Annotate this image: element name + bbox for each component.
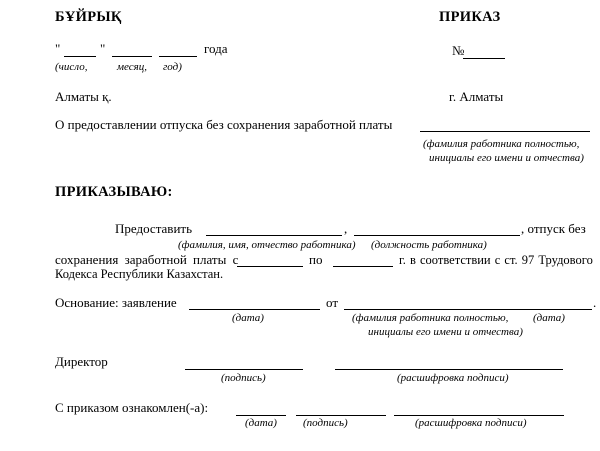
date-day-blank xyxy=(64,44,96,57)
director-signature-blank xyxy=(185,357,303,370)
provide-comma: , xyxy=(344,221,348,236)
director-transcript-blank xyxy=(335,357,563,370)
provide-position-blank xyxy=(354,223,520,236)
body-line2-end: г. в соответствии с ст. 97 Трудового xyxy=(399,253,593,267)
basis-caption-date2: (дата) xyxy=(533,312,565,324)
city-kazakh: Алматы қ. xyxy=(55,89,112,104)
body-line3: Кодекса Республики Казахстан. xyxy=(55,267,224,281)
ack-caption-transcript: (расшифровка подписи) xyxy=(415,417,527,429)
body-line2-po: по xyxy=(309,252,323,267)
acknowledgement-label: С приказом ознакомлен(-а): xyxy=(55,400,209,415)
basis-from-label: от xyxy=(326,295,339,310)
title-russian: ПРИКАЗ xyxy=(439,9,501,25)
title-kazakh: БҰЙРЫҚ xyxy=(55,9,122,25)
ack-transcript-blank xyxy=(394,403,564,416)
subject-caption-line1: (фамилия работника полностью, xyxy=(423,138,580,150)
date-month-blank xyxy=(112,44,152,57)
body-line2-start: сохранения заработной платы с xyxy=(55,252,239,267)
caption-employee-name: (фамилия, имя, отчество работника) xyxy=(178,239,356,251)
leave-start-date-blank xyxy=(237,254,303,267)
date-quote-open: " xyxy=(55,41,61,56)
director-caption-transcript: (расшифровка подписи) xyxy=(397,372,509,384)
director-caption-signature: (подпись) xyxy=(221,372,266,384)
ack-signature-blank xyxy=(296,403,386,416)
order-number-label: № xyxy=(452,43,465,58)
date-caption-month: месяц, xyxy=(117,61,148,73)
date-caption-year: год) xyxy=(163,61,182,73)
director-label: Директор xyxy=(55,354,108,369)
subject-text: О предоставлении отпуска без сохранения заработной платы xyxy=(55,117,393,132)
employee-name-blank xyxy=(420,119,590,132)
provide-name-blank xyxy=(206,223,342,236)
basis-period: . xyxy=(593,295,597,310)
ack-caption-signature: (подпись) xyxy=(303,417,348,429)
basis-label: Основание: заявление xyxy=(55,295,177,310)
date-caption-day: (число, xyxy=(55,61,88,73)
city-russian: г. Алматы xyxy=(449,89,504,104)
basis-caption-date: (дата) xyxy=(232,312,264,324)
ack-caption-date: (дата) xyxy=(245,417,277,429)
application-name-blank xyxy=(344,297,592,310)
date-quote-close: " xyxy=(100,41,106,56)
provide-label: Предоставить xyxy=(115,221,193,236)
subject-caption-line2: инициалы его имени и отчества) xyxy=(429,152,584,164)
ack-date-blank xyxy=(236,403,286,416)
basis-caption-name-line2: инициалы его имени и отчества) xyxy=(368,326,523,338)
application-date-blank xyxy=(189,297,320,310)
provide-tail: , отпуск без xyxy=(521,221,586,236)
order-number-blank xyxy=(463,46,505,59)
leave-end-date-blank xyxy=(333,254,393,267)
caption-position: (должность работника) xyxy=(371,239,487,251)
order-heading: ПРИКАЗЫВАЮ: xyxy=(55,184,173,200)
basis-caption-name-line1: (фамилия работника полностью, xyxy=(352,312,509,324)
date-year-blank xyxy=(159,44,197,57)
date-suffix: года xyxy=(204,41,228,56)
